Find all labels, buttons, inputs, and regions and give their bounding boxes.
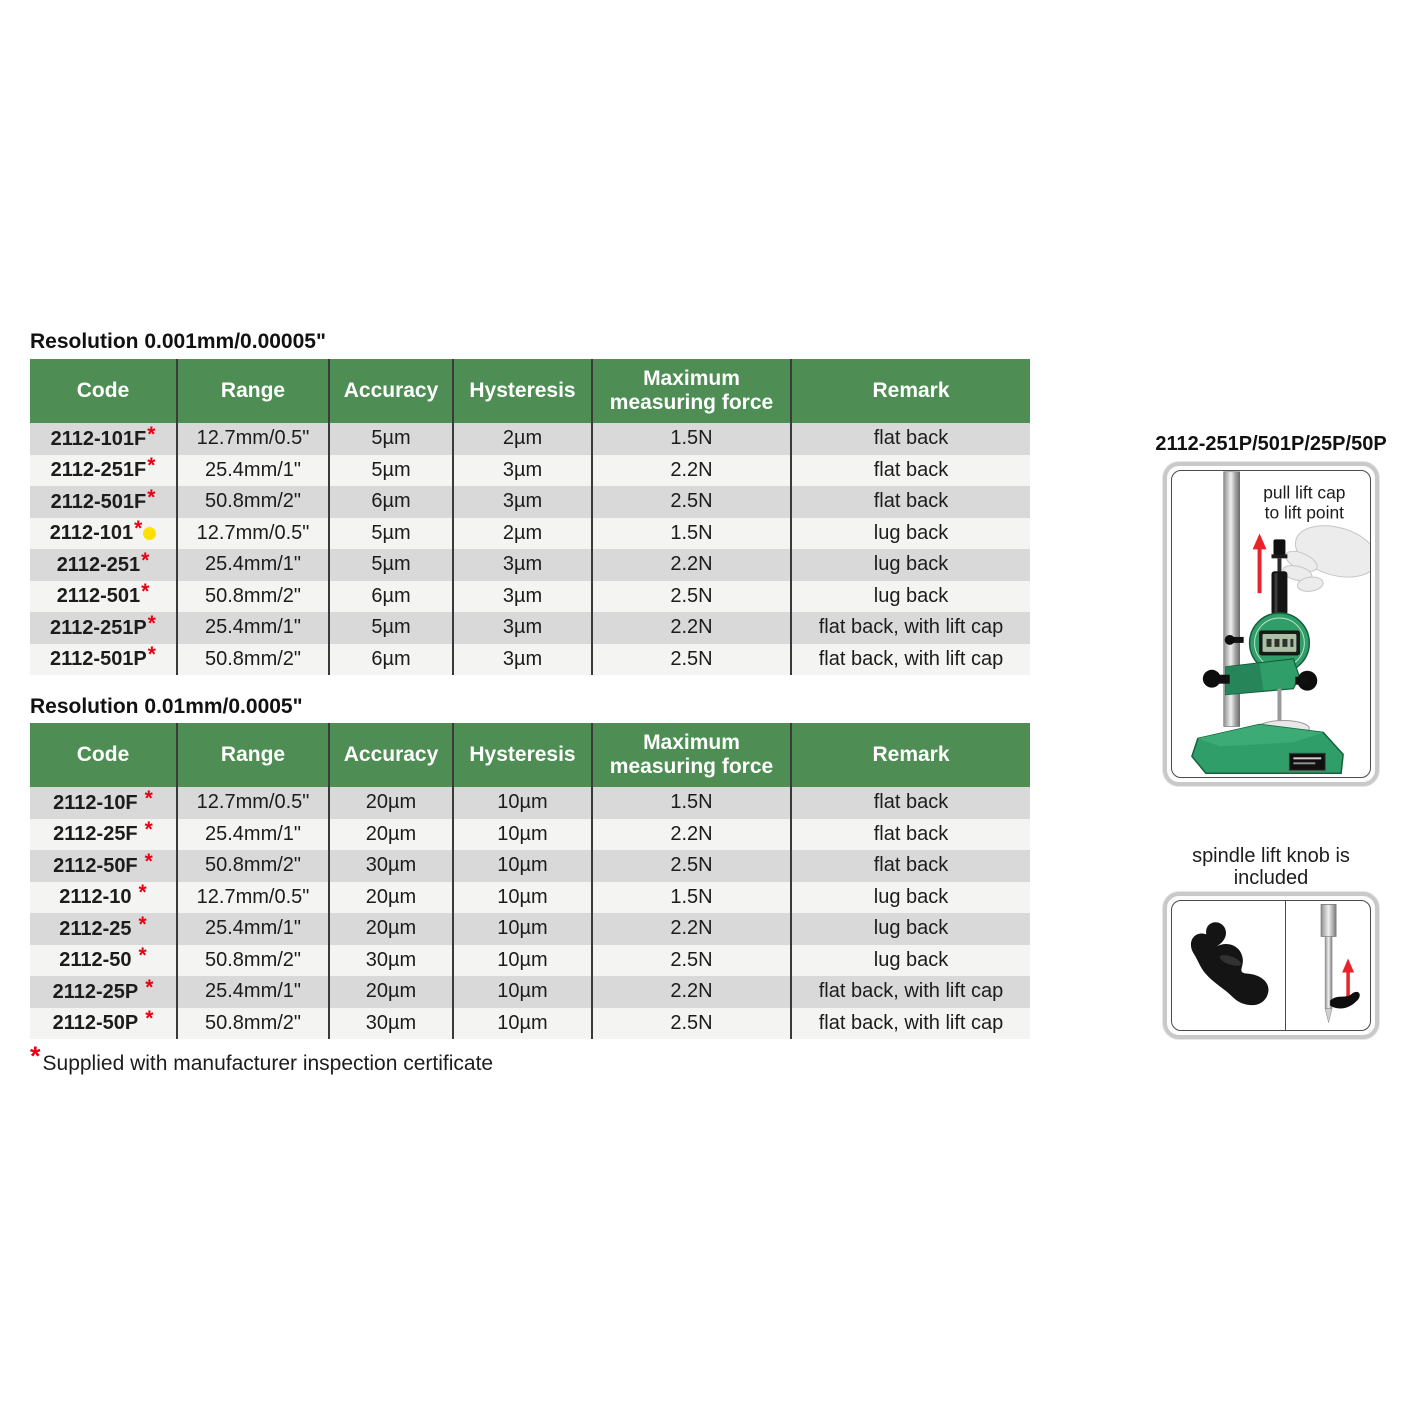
table-row [30, 913, 1030, 945]
remark-cell: lug back [873, 521, 949, 544]
hysteresis-cell: 10µm [453, 787, 592, 819]
remark-cell: flat back [873, 458, 949, 481]
max-force-cell: 2.2N [592, 819, 791, 851]
table-row [30, 581, 1030, 613]
col-header-range: Range [177, 723, 329, 787]
col-header-range: Range [177, 359, 329, 423]
product-code: 2112-25P [52, 980, 139, 1003]
knob-caption [1150, 845, 1392, 889]
table-row [30, 1008, 1030, 1040]
gage-stand-illustration [1172, 471, 1370, 777]
table-row [30, 518, 1030, 550]
table-row [30, 549, 1030, 581]
header-row [30, 359, 1030, 423]
hysteresis-cell: 2µm [453, 518, 592, 550]
accuracy-cell: 20µm [329, 976, 453, 1008]
knob-panel [1172, 901, 1285, 1030]
lift-cap-photo [1171, 470, 1371, 778]
code-cell [30, 913, 177, 945]
code-cell [30, 819, 177, 851]
product-code: 2112-101 [49, 522, 134, 545]
remark-cell: flat back, with lift cap [818, 616, 1004, 639]
max-force-cell: 2.5N [592, 945, 791, 977]
table-row [30, 612, 1030, 644]
stand-base [1192, 724, 1343, 773]
table1-title: Resolution 0.001mm/0.00005" [30, 330, 326, 353]
max-force-cell: 2.2N [592, 976, 791, 1008]
max-force-cell: 1.5N [592, 882, 791, 914]
hysteresis-cell: 3µm [453, 612, 592, 644]
code-cell [30, 549, 177, 581]
code-cell [30, 945, 177, 977]
spec-section-standard-resolution [30, 696, 1030, 1039]
spindle [1277, 689, 1281, 723]
certificate-asterisk: * [144, 786, 153, 810]
code-cell [30, 882, 177, 914]
code-cell [30, 787, 177, 819]
max-force-cell: 2.5N [592, 486, 791, 518]
range-cell: 50.8mm/2" [177, 581, 329, 613]
max-force-cell: 2.5N [592, 1008, 791, 1040]
range-cell: 12.7mm/0.5" [177, 882, 329, 914]
product-code: 2112-251 [56, 553, 141, 576]
max-force-cell: 2.5N [592, 644, 791, 676]
range-cell: 25.4mm/1" [177, 455, 329, 487]
photo1-label-line1: pull lift cap [1263, 482, 1346, 503]
col-header-max-force: Maximum measuring force [592, 723, 791, 787]
accuracy-cell: 5µm [329, 549, 453, 581]
certificate-asterisk: * [138, 912, 147, 936]
range-cell: 50.8mm/2" [177, 644, 329, 676]
remark-cell: lug back [873, 885, 949, 908]
table-row [30, 486, 1030, 518]
range-cell: 12.7mm/0.5" [177, 423, 329, 455]
accuracy-cell: 6µm [329, 644, 453, 676]
knob-on-spindle [1330, 992, 1360, 1009]
range-cell: 50.8mm/2" [177, 486, 329, 518]
accuracy-cell: 6µm [329, 486, 453, 518]
accuracy-cell: 5µm [329, 455, 453, 487]
table-row [30, 882, 1030, 914]
spindle-knob-photo-frame [1163, 892, 1379, 1039]
table2-title: Resolution 0.01mm/0.0005" [30, 695, 303, 718]
max-force-cell: 2.5N [592, 581, 791, 613]
spindle-illustration [1286, 901, 1370, 1030]
range-cell: 25.4mm/1" [177, 612, 329, 644]
knob-caption-line1: spindle lift knob is [1192, 845, 1350, 867]
product-code: 2112-251F [50, 459, 147, 482]
certificate-asterisk: * [141, 548, 150, 572]
spindle-knob-photo [1171, 900, 1371, 1031]
accuracy-cell: 5µm [329, 518, 453, 550]
range-cell: 25.4mm/1" [177, 819, 329, 851]
code-cell [30, 1008, 177, 1040]
hysteresis-cell: 3µm [453, 486, 592, 518]
lift-cap [1271, 539, 1287, 615]
knob-caption-line2: included [1233, 867, 1309, 889]
spec-table-standard-resolution [30, 723, 1030, 1039]
certificate-asterisk: * [147, 643, 156, 667]
side-models-caption: 2112-251P/501P/25P/50P [1155, 433, 1387, 455]
col-header-code: Code [30, 723, 177, 787]
max-force-cell: 1.5N [592, 423, 791, 455]
table-row [30, 945, 1030, 977]
range-cell: 50.8mm/2" [177, 1008, 329, 1040]
product-code: 2112-50 [59, 949, 132, 972]
range-cell: 25.4mm/1" [177, 549, 329, 581]
hysteresis-cell: 10µm [453, 819, 592, 851]
hysteresis-cell: 10µm [453, 976, 592, 1008]
range-cell: 25.4mm/1" [177, 913, 329, 945]
accuracy-cell: 20µm [329, 913, 453, 945]
code-cell [30, 850, 177, 882]
accuracy-cell: 20µm [329, 819, 453, 851]
table-row [30, 819, 1030, 851]
certificate-asterisk: * [145, 1007, 154, 1031]
range-cell: 50.8mm/2" [177, 850, 329, 882]
product-code: 2112-10F [53, 791, 138, 814]
hysteresis-cell: 10µm [453, 1008, 592, 1040]
remark-cell: flat back [873, 791, 949, 814]
certificate-asterisk: * [138, 944, 147, 968]
max-force-cell: 1.5N [592, 518, 791, 550]
range-cell: 12.7mm/0.5" [177, 787, 329, 819]
hysteresis-cell: 10µm [453, 882, 592, 914]
col-header-hysteresis: Hysteresis [453, 359, 592, 423]
col-header-remark: Remark [791, 723, 1030, 787]
certificate-asterisk: * [134, 517, 143, 541]
product-code: 2112-10 [59, 886, 132, 909]
accuracy-cell: 20µm [329, 787, 453, 819]
accuracy-cell: 5µm [329, 423, 453, 455]
remark-cell: flat back [873, 822, 949, 845]
spindle-holder [1321, 904, 1336, 936]
col-header-hysteresis: Hysteresis [453, 723, 592, 787]
certificate-asterisk: * [147, 611, 156, 635]
product-code: 2112-25F [53, 823, 138, 846]
max-force-cell: 2.2N [592, 455, 791, 487]
max-force-cell: 2.2N [592, 913, 791, 945]
hysteresis-cell: 10µm [453, 945, 592, 977]
range-cell: 50.8mm/2" [177, 945, 329, 977]
code-cell [30, 612, 177, 644]
col-header-accuracy: Accuracy [329, 359, 453, 423]
product-code: 2112-251P [50, 616, 147, 639]
spindle-tip [1325, 1009, 1332, 1023]
table-row [30, 787, 1030, 819]
remark-cell: lug back [873, 553, 949, 576]
remark-cell: lug back [873, 917, 949, 940]
max-force-cell: 2.2N [592, 612, 791, 644]
hysteresis-cell: 10µm [453, 850, 592, 882]
certificate-asterisk: * [145, 975, 154, 999]
code-cell [30, 455, 177, 487]
lift-direction-arrow-icon [1253, 533, 1267, 593]
remark-cell: flat back, with lift cap [818, 1011, 1004, 1034]
hysteresis-cell: 3µm [453, 549, 592, 581]
header-row [30, 723, 1030, 787]
spindle-rod [1325, 936, 1332, 1008]
remark-cell: lug back [873, 584, 949, 607]
accuracy-cell: 30µm [329, 945, 453, 977]
max-force-cell: 2.5N [592, 850, 791, 882]
code-cell [30, 486, 177, 518]
product-code: 2112-50P [52, 1012, 139, 1035]
certificate-asterisk: * [141, 580, 150, 604]
range-cell: 25.4mm/1" [177, 976, 329, 1008]
remark-cell: flat back [873, 490, 949, 513]
accuracy-cell: 5µm [329, 612, 453, 644]
hysteresis-cell: 2µm [453, 423, 592, 455]
certificate-asterisk: * [144, 818, 153, 842]
product-code: 2112-501P [50, 648, 147, 671]
col-header-code: Code [30, 359, 177, 423]
code-cell [30, 581, 177, 613]
hysteresis-cell: 10µm [453, 913, 592, 945]
hysteresis-cell: 3µm [453, 644, 592, 676]
accuracy-cell: 30µm [329, 850, 453, 882]
spec-table-high-resolution [30, 359, 1030, 675]
product-code: 2112-50F [53, 854, 138, 877]
certificate-asterisk: * [30, 1041, 41, 1071]
table-row [30, 455, 1030, 487]
code-cell [30, 976, 177, 1008]
remark-cell: flat back, with lift cap [818, 647, 1004, 670]
range-cell: 12.7mm/0.5" [177, 518, 329, 550]
max-force-cell: 2.2N [592, 549, 791, 581]
hysteresis-cell: 3µm [453, 455, 592, 487]
yellow-dot-icon [143, 527, 156, 540]
certificate-asterisk: * [147, 422, 156, 446]
accuracy-cell: 6µm [329, 581, 453, 613]
code-cell [30, 423, 177, 455]
certificate-asterisk: * [138, 881, 147, 905]
lift-cap-photo-frame [1163, 462, 1379, 786]
product-code: 2112-501F [50, 490, 147, 513]
product-code: 2112-101F [50, 427, 147, 450]
product-code: 2112-501 [56, 585, 141, 608]
table-row [30, 850, 1030, 882]
col-header-remark: Remark [791, 359, 1030, 423]
footnote [30, 1041, 494, 1075]
certificate-asterisk: * [147, 454, 156, 478]
remark-cell: flat back [873, 854, 949, 877]
remark-cell: flat back, with lift cap [818, 980, 1004, 1003]
spec-section-high-resolution [30, 331, 1030, 675]
code-cell [30, 518, 177, 550]
col-header-accuracy: Accuracy [329, 723, 453, 787]
spindle-panel [1285, 901, 1370, 1030]
code-cell [30, 644, 177, 676]
remark-cell: flat back [873, 427, 949, 450]
col-header-max-force: Maximum measuring force [592, 359, 791, 423]
footnote-text: Supplied with manufacturer inspection certificate [42, 1052, 494, 1075]
remark-cell: lug back [873, 948, 949, 971]
certificate-asterisk: * [147, 485, 156, 509]
photo1-label-line2: to lift point [1264, 502, 1345, 523]
hysteresis-cell: 3µm [453, 581, 592, 613]
table-row [30, 976, 1030, 1008]
certificate-asterisk: * [144, 849, 153, 873]
product-code: 2112-25 [59, 917, 132, 940]
accuracy-cell: 30µm [329, 1008, 453, 1040]
accuracy-cell: 20µm [329, 882, 453, 914]
gloved-hand [1281, 517, 1370, 593]
table-row [30, 423, 1030, 455]
lift-knob-illustration [1172, 901, 1285, 1030]
table-row [30, 644, 1030, 676]
max-force-cell: 1.5N [592, 787, 791, 819]
